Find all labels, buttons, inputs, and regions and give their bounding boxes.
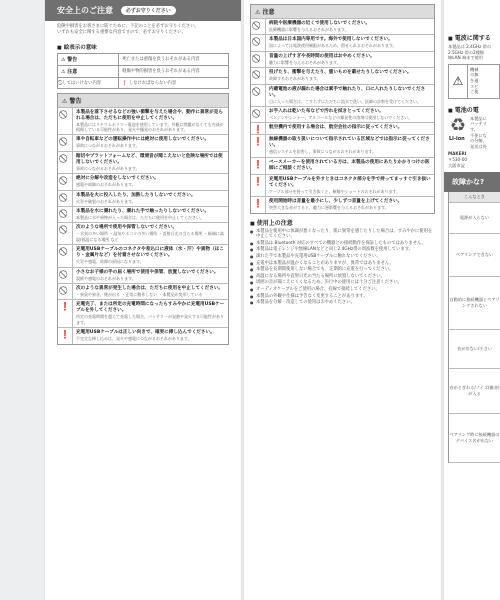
notice-text: 充電用USBケーブルのコネクタや差込口に液体（水・汗）や異物（ほこり・金属片など）を付着させないでください。	[76, 247, 224, 259]
symbols-heading: ■ 絵表示の意味	[57, 43, 229, 51]
notice-text: 踏切やプラットフォームなど、環境音が聞こえないと危険な場所では使用しないでください。	[76, 153, 223, 165]
notice-row	[58, 283, 228, 299]
prohibit-icon	[58, 268, 72, 283]
prohibit-icon	[251, 68, 265, 83]
prohibit-icon	[251, 35, 265, 50]
symbol-caution-label: ⚠ 注意	[58, 65, 119, 77]
notice-subtext: ベンジンやシンナー、アルコールなどの揮発性の溶剤は使用しないでください。	[269, 115, 413, 121]
trouble-heading: 故障かな?	[444, 172, 500, 192]
notice-row	[251, 84, 434, 106]
notice-text: ペースメーカーを使用されている方は、本製品の使用にあたりかかりつけの医師にご相談ください。	[269, 159, 430, 171]
safety-intro	[45, 21, 241, 39]
notice-text: 無線機器の取り扱いについて指示されている区域などでは指示に従ってください。	[269, 137, 430, 149]
notice-text: 絶対に分解や改造をしないでください。	[76, 176, 159, 182]
warning-icon: ⚠	[62, 97, 68, 105]
must-icon: ❗	[253, 199, 263, 209]
notice-row	[58, 299, 228, 327]
must-icon: ❗	[60, 302, 70, 312]
prohibit-icon	[58, 135, 72, 150]
radio-line: 線LAN 端末で使用	[448, 55, 483, 61]
usage-item: ● 充電中は本製品が温かくなることがありますが、異常ではありません。	[250, 261, 435, 267]
prohibit-icon	[251, 52, 265, 67]
usage-item: ● 本製品を分解・改造しての使用はおやめください。	[250, 300, 435, 306]
notice-row	[58, 222, 228, 244]
notice-subtext: 火災や感電、故障の原因になります。	[76, 259, 144, 265]
notice-row	[251, 18, 434, 34]
notice-text: 充電用USBケーブルを外すときはコネクタ部分を手で持ってまっすぐ引き抜いてください。	[269, 176, 431, 188]
safety-badge: 必ずお守りください	[121, 6, 176, 15]
must-icon: ❗	[253, 137, 263, 147]
trouble-row: 音がとぎれる/ノイズ(雑音)が入る	[449, 369, 500, 414]
notice-row	[251, 174, 434, 196]
usage-item: ● 濡れた手で本製品や充電用USBケーブルに触れないでください。	[250, 254, 435, 260]
notice-text: 音量の上げすぎや長時間の使用はおやめください。	[269, 53, 375, 59]
usage-item: ● オーディオケーブルをご使用の場合、有線で接続してください。	[250, 287, 435, 293]
notice-row	[251, 51, 434, 67]
prohibit-icon	[251, 19, 265, 34]
prohibit-icon	[58, 152, 72, 173]
usage-item: ● 本製品は電子レンジや無線LANなどと同じ2.4GHz帯の周波数を使用しています。	[250, 247, 435, 253]
symbol-must: ❗ しなければならない内容	[119, 77, 229, 88]
notice-subtext: ・水気の多い場所 ・湿気やホコリの多い場所 ・直射日光の当たる場所 ・極端に高温/低温になる場所 など	[76, 231, 224, 242]
notice-subtext: 火災や破裂のおそれがあります。	[76, 198, 136, 204]
caution-box	[250, 4, 435, 214]
prohibit-icon	[251, 85, 265, 106]
notice-row	[251, 157, 434, 174]
symbol-prohibit: してはいけない内容	[58, 77, 119, 88]
notice-subtext: 故障するおそれがあります。	[269, 76, 321, 82]
notice-row	[251, 196, 434, 212]
prohibit-icon	[58, 284, 72, 299]
warning-box	[57, 93, 229, 345]
must-icon: ❗	[253, 159, 263, 169]
must-icon: ❗	[60, 330, 70, 340]
trouble-row: ペアリング時に接続機器のデバイス名が出ない	[449, 414, 500, 463]
notice-subtext: ケーブル部分を持って引き抜くと、断線やショートのおそれがあります。	[269, 188, 401, 194]
notice-text: 航空機内で使用する場合は、航空会社の指示に従ってください。	[269, 125, 403, 131]
li-ion-label: Li-ion	[449, 135, 465, 142]
radio-warning-box: ⚠ 機械 の無 を通 スピ ご使	[448, 64, 500, 99]
symbol-caution-text: 軽傷や物的損害を負うおそれがある内容	[119, 65, 229, 77]
prohibit-icon	[58, 108, 72, 135]
must-icon: ❗	[122, 80, 128, 86]
notice-row	[58, 134, 228, 150]
notice-subtext: 通信システムを妨害し、事故につながるおそれがあります。	[269, 149, 377, 155]
notice-row	[58, 173, 228, 189]
notice-row	[251, 122, 434, 134]
notice-text: 次のような場所で使用や保管しないでください。	[76, 225, 178, 231]
notice-subtext: 所定の充電時間を超えて充電した場合、バッテリーが発熱や発火する可能性があります。	[76, 314, 224, 325]
notice-row	[251, 134, 434, 156]
usage-list	[244, 229, 441, 306]
trouble-row: ペアリングできない	[449, 234, 500, 277]
caution-icon: ⚠	[255, 9, 261, 16]
prohibit-icon	[251, 107, 265, 122]
trouble-row: 音が出ない/小さい	[449, 330, 500, 369]
must-icon: ❗	[253, 176, 263, 186]
trouble-table	[448, 192, 500, 463]
notice-row	[58, 107, 228, 135]
radio-heading: ■ 電波に関する	[448, 33, 500, 42]
radio-line: 2.5GHz 帯の2種類	[448, 49, 484, 55]
notice-subtext: 聴力に影響を与えるおそれがあります。	[269, 59, 341, 65]
usage-item: ● 本製品は Bluetooth 対応のすべての機器との接続動作を保証したものではありません。	[250, 241, 435, 247]
must-icon: ❗	[253, 125, 263, 135]
warning-heading: ⚠ 警告	[58, 94, 228, 107]
notice-text: 次のような異常が発生した場合は、ただちに使用を中止してください。	[76, 286, 224, 292]
usage-item: ● 高温になる場所や直射日光の当たる場所に放置しないでください。	[250, 274, 435, 280]
notice-row	[58, 151, 228, 173]
notice-text: 本製品を落下させるなどの強い衝撃を与えた場合や、動作に異常が見られる場合は、ただちに使用を中止してください。	[76, 109, 223, 121]
notice-row	[58, 190, 228, 206]
notice-subtext: 本製品にはリチウムポリマー電池を使用しています。外観に問題がなくても内部が損傷している可能性があり、発火や爆発のおそれがあります。	[76, 121, 224, 132]
notice-row	[58, 244, 228, 266]
prohibit-icon	[58, 174, 72, 189]
notice-text: お手入れは乾いた布などで汚れを拭きとってください。	[269, 109, 384, 115]
notice-text: 車や自転車などの運転操作中には絶対に使用しないでください。	[76, 137, 210, 143]
caution-heading: ⚠ 注意	[251, 5, 434, 18]
maker-name: MAKERI	[448, 151, 467, 157]
usage-heading: ■ 使用上の注意	[250, 218, 435, 227]
notice-text: 使用開始時は音量を最小にし、少しずつ音量を上げてください。	[269, 199, 403, 205]
notice-text: 充電完了、または所定の充電時間になったらすみやかに充電用USBケーブルを外してください。	[76, 302, 225, 314]
intro-line: 危険や損害をお客さまに防ぐために、下記のことを必ずお守りください。	[57, 24, 199, 29]
notice-row	[251, 106, 434, 122]
notice-subtext: 目に入った場合は、こすらずにただちに流水で洗い、医師の診察を受けてください。	[269, 98, 421, 104]
notice-text: 小さなお子様の手の届く場所で使用や保管、放置しないでください。	[76, 269, 219, 275]
notice-row	[58, 206, 228, 222]
trouble-row: 自動的に接続機器とペアリングされない	[449, 277, 500, 330]
recycle-icon: ♻	[450, 114, 467, 136]
notice-row	[58, 267, 228, 283]
notice-subtext: ・異臭や異音、煙が出る ・正常に動作しない ・本製品が変形している	[76, 292, 203, 298]
notice-subtext: 国によっては電波使用制限があるため、罰せられるおそれがあります。	[269, 43, 397, 49]
notice-text: 本製品は日本国内専用です。海外で使用しないでください。	[269, 37, 393, 43]
notice-subtext: 事故につながるおそれがあります。	[76, 165, 140, 171]
usage-item: ● 周囲の音が聞こえにくくなるため、歩行中の使用には十分ご注意ください。	[250, 280, 435, 286]
prohibit-icon	[58, 191, 72, 206]
notice-row	[251, 34, 434, 50]
notice-text: 内蔵電池の液が漏れた場合は素手で触れたり、口に入れたりしないでください。	[269, 86, 426, 98]
prohibit-icon	[58, 207, 72, 222]
notice-subtext: 突然大きな音がすると、聴力に悪影響を与えるおそれがあります。	[269, 205, 389, 211]
symbol-warning-label: ⚠ 警告	[58, 53, 119, 65]
safety-title: 安全上のご注意	[57, 6, 113, 15]
safety-header	[45, 0, 241, 21]
notice-text: 投げたり、衝撃を与えたり、重いものを載せたりしないでください。	[269, 70, 412, 76]
notice-text: 本製品を水に濡れたり、濡れた手で触ったりしないでください。	[76, 209, 210, 215]
trouble-row: 電源が入らない	[449, 203, 500, 234]
trouble-col-header: こんなとき	[449, 192, 500, 203]
notice-subtext: 事故につながるおそれがあります。	[76, 143, 140, 149]
notice-row	[251, 67, 434, 83]
notice-subtext: 感電や故障のおそれがあります。	[76, 182, 136, 188]
page-left	[45, 0, 241, 600]
notice-subtext: 不完全な挿し込みは、発火や感電につながるおそれがあります。	[76, 336, 192, 342]
notice-text: 充電用USBケーブルは正しい向きで、確実に挿し込んでください。	[76, 330, 215, 336]
notice-subtext: 医療機器に影響を与えるおそれがあります。	[269, 27, 349, 32]
prohibit-icon	[58, 223, 72, 244]
symbols-table	[57, 53, 229, 89]
radio-line: 本製品は 2.4GHz 帯の	[448, 44, 492, 49]
notice-subtext: 誤飲や感電のおそれがあります。	[76, 275, 136, 281]
notice-subtext: 本製品に水や異物が入った場合は、ただちに使用を中止してください。	[76, 215, 204, 221]
page-right: ■ 電波に関する 本製品は 2.4GHz 帯の 2.5GHz 帯の2種類 線LAN 端末で使用 ⚠ 機械 の無 を通 スピ ご使 ■ 電池の電 ♻ Li-ion 本製品に バッテリ す。 不要にな の分解、 発送は外 MAKERI 〒530-00 大阪市淀 故障かな? こんなとき 電源が入らない ペアリングできない 自動的に接続機器とペアリングされない 音が出ない/小さい 音がとぎれる/ノイズ(雑音)が入る ペアリング時に接続機器のデバイス名が出ない	[444, 0, 500, 600]
prohibit-icon	[58, 245, 72, 266]
intro-line: いずれも安全に関する重要な内容ですので、必ずお守りください。	[57, 29, 186, 35]
notice-row	[58, 327, 228, 343]
usage-item: ● 本製品を長期間使用しない場合でも、定期的に充電を行ってください。	[250, 267, 435, 273]
battery-heading: ■ 電池の電	[448, 105, 500, 114]
warning-icon: ⚠	[449, 65, 468, 98]
notice-text: 本製品を火に投入したり、加熱したりしないでください。	[76, 192, 196, 198]
page-middle	[244, 0, 441, 600]
symbol-warning-text: 死亡または重傷を負うおそれがある内容	[119, 53, 229, 65]
notice-text: 病院や医療機器の近くで使用しないでください。	[269, 21, 371, 26]
usage-item: ● 本製品を使用中に体調が悪くなったり、肌に異常を感じたりした場合は、すみやかに使用を中止してください。	[250, 229, 435, 240]
usage-item: ● 本製品の外観や仕様は予告なく変更することがあります。	[250, 294, 435, 300]
